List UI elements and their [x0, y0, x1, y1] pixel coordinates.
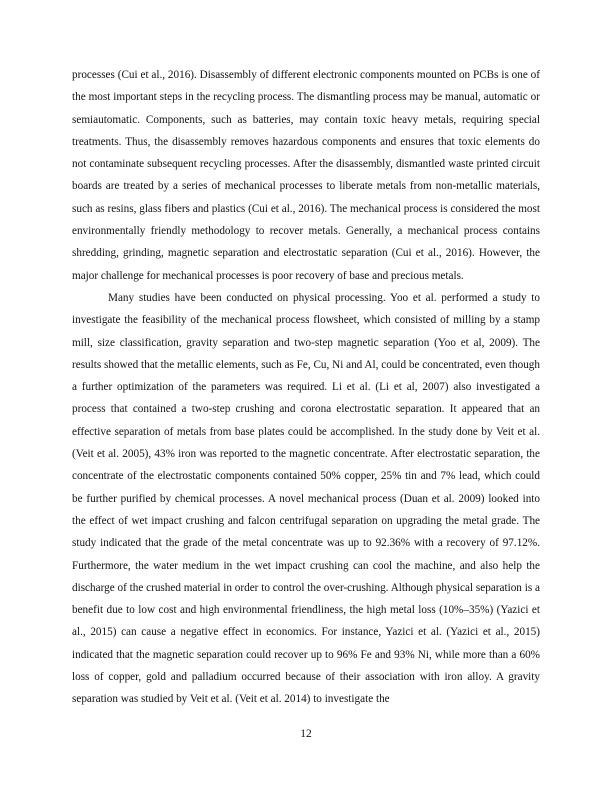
- paragraph-1: processes (Cui et al., 2016). Disassembly of different electronic components mounted on PCBs is one of the most important steps in the recycling process. The dismantling process may be manual, automatic or semiautomatic. Components, such as batteries, may contain toxic heavy metals, requiring special treatments. Thus, the disassembly removes hazardous components and ensures that toxic elements do not contaminate subsequent recycling processes. After the disassembly, dismantled waste printed circuit boards are treated by a series of mechanical processes to liberate metals from non-metallic materials, such as resins, glass fibers and plastics (Cui et al., 2016). The mechanical process is considered the most environmentally friendly methodology to recover metals. Generally, a mechanical process contains shredding, grinding, magnetic separation and electrostatic separation (Cui et al., 2016). However, the major challenge for mechanical processes is poor recovery of base and precious metals.: [72, 69, 540, 282]
- body-text: [72, 64, 540, 711]
- paragraph-2: Many studies have been conducted on physical processing. Yoo et al. performed a study to investigate the feasibility of the mechanical process flowsheet, which consisted of milling by a stamp mill, size classification, gravity separation and two-step magnetic separation (Yoo et al, 2009). The results showed that the metallic elements, such as Fe, Cu, Ni and Al, could be concentrated, even though a further optimization of the parameters was required. Li et al. (Li et al, 2007) also investigated a process that contained a two-step crushing and corona electrostatic separation. It appeared that an effective separation of metals from base plates could be accomplished. In the study done by Veit et al. (Veit et al. 2005), 43% iron was reported to the magnetic concentrate. After electrostatic separation, the concentrate of the electrostatic components contained 50% copper, 25% tin and 7% lead, which could be further purified by chemical processes. A novel mechanical process (Duan et al. 2009) looked into the effect of wet impact crushing and falcon centrifugal separation on upgrading the metal grade. The study indicated that the grade of the metal concentrate was up to 92.36% with a recovery of 97.12%. Furthermore, the water medium in the wet impact crushing can cool the machine, and also help the discharge of the crushed material in order to control the over-crushing. Although physical separation is a benefit due to low cost and high environmental friendliness, the high metal loss (10%–35%) (Yazici et al., 2015) can cause a negative effect in economics. For instance, Yazici et al. (Yazici et al., 2015) indicated that the magnetic separation could recover up to 96% Fe and 93% Ni, while more than a 60% loss of copper, gold and palladium occurred because of their association with iron alloy. A gravity separation was studied by Veit et al. (Veit et al. 2014) to investigate the: [72, 291, 540, 706]
- page-number: 12: [300, 728, 312, 740]
